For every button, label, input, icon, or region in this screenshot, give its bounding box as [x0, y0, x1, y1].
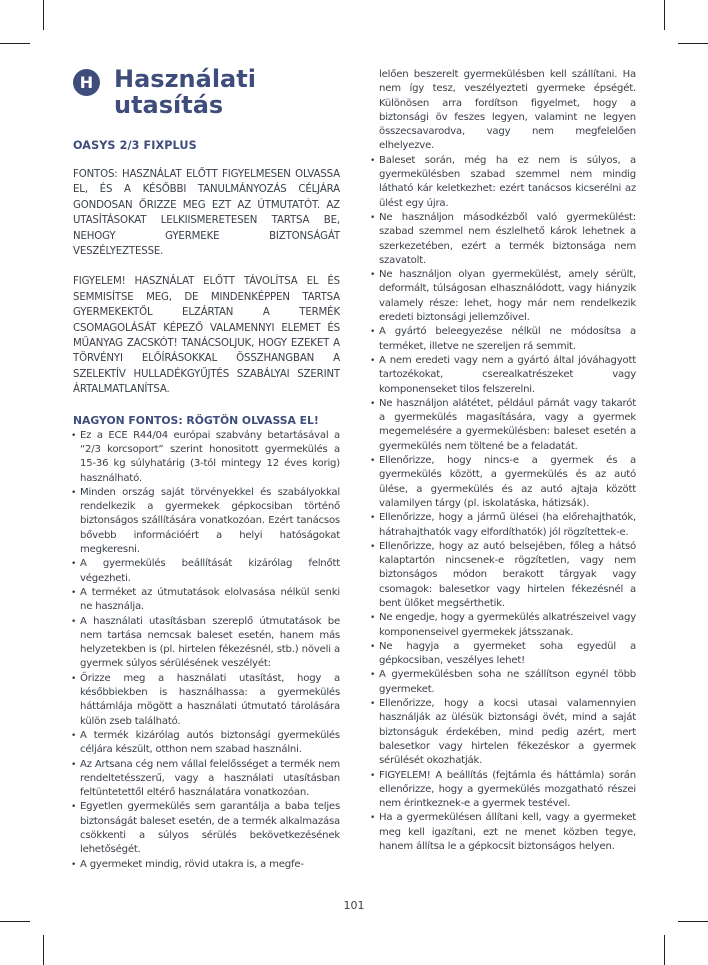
list-item: • Őrizze meg a használati utasítást, hogy a későbbiekben is használhassa: a gyermekülés háttámlája mögött a használati útmutató tárolására külön zseb található.	[73, 672, 340, 729]
model-name: OASYS 2/3 FIXPLUS	[73, 139, 197, 152]
list-item: • A gyermeket mindig, rövid utakra is, a megfe-	[73, 858, 340, 872]
list-item: • Ez a ECE R44/04 európai szabvány betartásával a “2/3 korcsoport” szerint honositott gyermekülés a 15-36 kg súlyhatárig (3-tól mintegy 12 éves korig) használható.	[73, 429, 340, 486]
list-item: • Ne hagyja a gyermeket soha egyedül a gépkocsiban, veszélyes lehet!	[372, 640, 636, 669]
list-item: • Ne használjon alátétet, például párnát vagy takarót a gyermekülés magasítására, vagy a gyermek megemelésére a gyermekülésben: baleset esetén a gyermekülés nem töltené be a feladatát.	[372, 397, 636, 454]
crop-mark	[43, 935, 44, 965]
list-item: • Ne engedje, hogy a gyermekülés alkatrészeivel vagy komponenseivel gyermekek játsszanak.	[372, 611, 636, 640]
list-item: • A használati utasításban szereplő útmutatások be nem tartása nemcsak baleset esetén, hanem más helyzetekben is (pl. hirtelen fékezésnél, stb.) növeli a gyermek súlyos sérülésének veszélyét:	[73, 615, 340, 672]
list-item: • A gyermekülésben soha ne szállítson egynél több gyermeket.	[372, 668, 636, 697]
crop-mark	[678, 921, 708, 922]
left-column	[73, 64, 340, 872]
crop-mark	[678, 43, 708, 44]
warning-paragraph: FIGYELEM! HASZNÁLAT ELŐTT TÁVOLÍTSA EL ÉS SEMMISÍTSE MEG, DE MINDENKÉPPEN TARTSA GYERMEKEKTŐL ELZÁRTAN A TERMÉK CSOMAGOLÁSÁT KÉPEZŐ VALAMENNYI ELEMET ÉS MŰANYAG ZACSKÓT! TANÁCSOLJUK, HOGY EZEKET A TÖRVÉNYI ELŐÍRÁSOKKAL ÖSSZHANGBAN A SZELEKTÍV HULLADÉKGYŰJTÉS SZABÁLYAI SZERINT ÁRTALMATLANÍTSA.	[73, 276, 340, 396]
continued-text: lelően beszerelt gyermekülésben kell szállítani. Ha nem így tesz, veszélyezteti gyermeke épségét. Különösen arra fordítson figyelmet, hogy a biztonsági öv feszes legyen, valamint ne legyen összecsavarodva, vagy nem megfelelően elhelyezve.	[379, 69, 636, 152]
list-item: • Ne használjon másodkézből való gyermekülést: szabad szemmel nem észlelhető károk lehetnek a szerkezetében, ezért a termék biztonsága nem szavatolt.	[372, 211, 636, 268]
heading	[73, 64, 340, 126]
crop-mark	[664, 0, 665, 30]
page-number: 101	[343, 899, 365, 912]
page-title: Használati utasítás	[114, 65, 256, 119]
crop-mark	[664, 935, 665, 965]
section-badge: H	[73, 69, 100, 96]
list-item: • FIGYELEM! A beállítás (fejtámla és háttámla) során ellenőrizze, hogy a gyermekülés mozgatható részei nem érintkeznek-e a gyermek testével.	[372, 769, 636, 812]
list-item: • Ellenőrizze, hogy nincs-e a gyermek és a gyermekülés között, a gyermekülés és az autó ülése, a gyermekülés és az autó ajtaja között valamilyen tárgy (pl. iskolatáska, hátizsák).	[372, 454, 636, 511]
intro-paragraph: FONTOS: HASZNÁLAT ELŐTT FIGYELMESEN OLVASSA EL, ÉS A KÉSŐBBI TANULMÁNYOZÁS CÉLJÁRA GONDOSAN ŐRIZZE MEG EZT AZ ÚTMUTATÓT. AZ UTASÍTÁSOKAT LELKIISMERETESEN TARTSA BE, NEHOGY GYERMEKE BIZTONSÁGÁT VESZÉLYEZTESSE.	[73, 169, 340, 258]
list-item: • Minden ország saját törvényekkel és szabályokkal rendelkezik a gyermekek gépkocsiban történő biztonságos szállítására vonatkozóan. Ezért tanácsos bővebb információért a helyi hatóságokat megkeresni.	[73, 486, 340, 557]
important-heading: NAGYON FONTOS: RÖGTÖN OLVASSA EL!	[73, 413, 319, 427]
crop-mark	[0, 43, 30, 44]
list-item: • A gyermekülés beállítását kizárólag felnőtt végezheti.	[73, 557, 340, 586]
crop-mark	[0, 921, 30, 922]
right-bullet-list	[372, 154, 636, 855]
list-item: • A gyártó beleegyezése nélkül ne módosítsa a terméket, illetve ne szereljen rá semmit.	[372, 325, 636, 354]
list-item: • A terméket az útmutatások elolvasása nélkül senki ne használja.	[73, 586, 340, 615]
list-item: • Ellenőrizze, hogy az autó belsejében, főleg a hátsó kalaptartón nincsenek-e rögzítetlen, vagy nem biztonságos módon berakott tárgyak vagy csomagok: balesetkor vagy hirtelen fékezésnél a bent ülőket megsérthetik.	[372, 540, 636, 611]
list-item: • Egyetlen gyermekülés sem garantálja a baba teljes biztonságát baleset esetén, de a termék alkalmazása csökkenti a súlyos sérülés bekövetkezésének lehetőségét.	[73, 800, 340, 857]
list-item: • Ne használjon olyan gyermekülést, amely sérült, deformált, túlságosan elhasználódott, vagy hiányzik valamely része: lehet, hogy már nem rendelkezik eredeti biztonsági jellemzőivel.	[372, 268, 636, 325]
list-item: • A termék kizárólag autós biztonsági gyermekülés céljára készült, otthon nem szabad használni.	[73, 729, 340, 758]
list-item: • Baleset során, még ha ez nem is súlyos, a gyermekülésben szabad szemmel nem mindig látható kár keletkezhet: ezért tanácsos kicserélni az ülést egy újra.	[372, 154, 636, 211]
right-column	[372, 68, 636, 854]
list-item: • Ellenőrizze, hogy a kocsi utasai valamennyien használják az ülésük biztonsági övét, mind a saját biztonságuk érdekében, mind pedig azért, mert balesetkor vagy hirtelen fékezéskor a gyermek sérülését okozhatják.	[372, 697, 636, 768]
list-item: • Az Artsana cég nem vállal felelősséget a termék nem rendeltetésszerű, vagy a használati utasításban feltüntetettől eltérő használatára vonatkozóan.	[73, 758, 340, 801]
list-item: • Ha a gyermekülésen állítani kell, vagy a gyermeket meg kell igazítani, ezt ne menet közben tegye, hanem állítsa le a gépkocsit biztonságos helyen.	[372, 811, 636, 854]
list-item: • A nem eredeti vagy nem a gyártó által jóváhagyott tartozékokat, cserealkatrészeket vagy komponenseket tilos felszerelni.	[372, 354, 636, 397]
list-item: • Ellenőrizze, hogy a jármű ülései (ha előrehajthatók, hátrahajthatók vagy elfordíthatók) jól rögzítettek-e.	[372, 511, 636, 540]
crop-mark	[43, 0, 44, 30]
left-bullet-list	[73, 429, 340, 872]
